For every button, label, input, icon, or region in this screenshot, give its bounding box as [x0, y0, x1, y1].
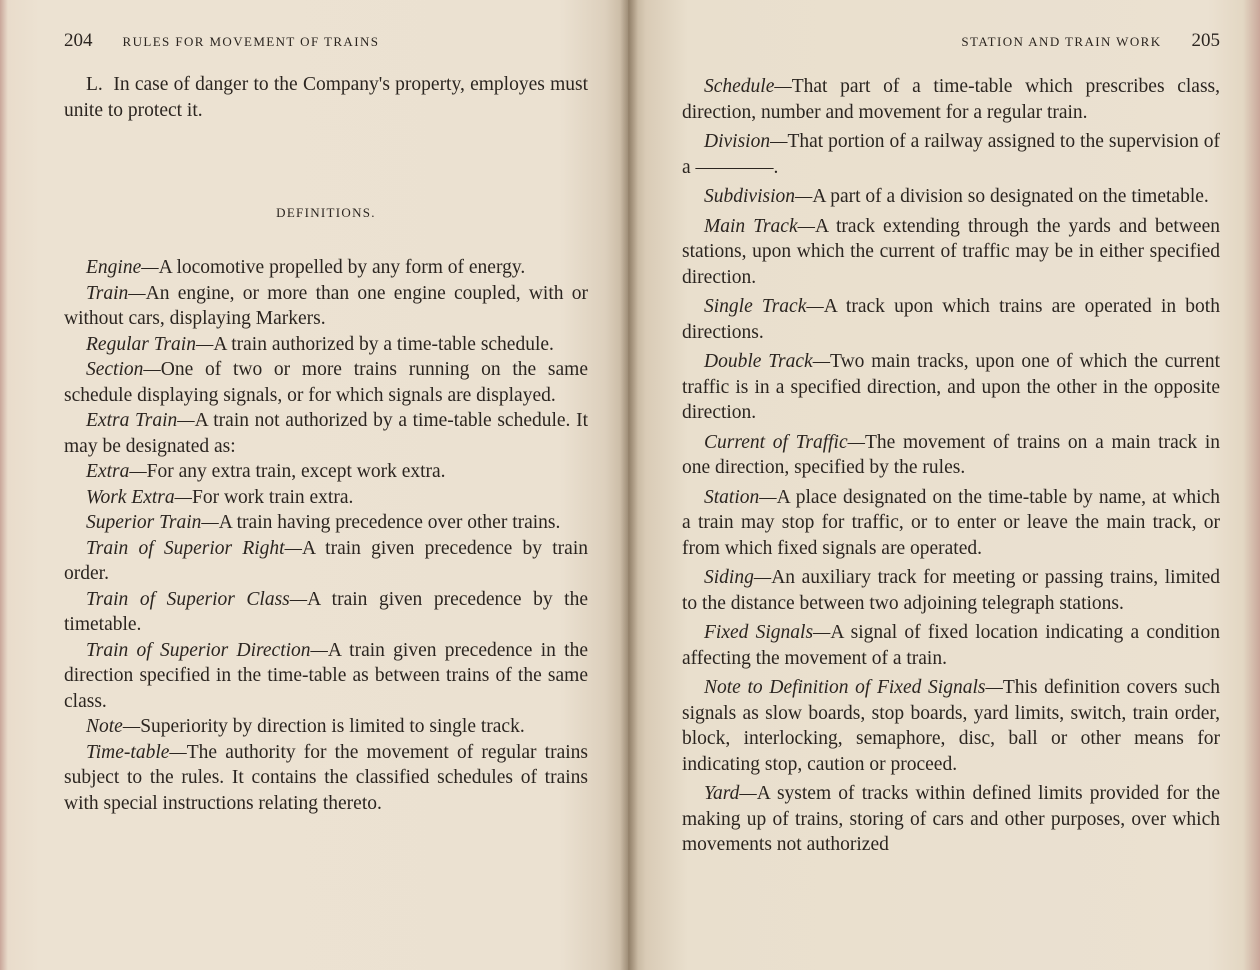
definition-text: A part of a division so designated on the timetable. [812, 186, 1209, 207]
definition-dash: — [141, 257, 159, 278]
definition-entry [64, 485, 588, 511]
definition-text: A signal of fixed location indicating a condition affecting the movement of a train. [682, 622, 1220, 669]
definition-text: A train given precedence in the direction specified in the time-table as between trains of the same class. [64, 639, 588, 712]
definition-dash: — [195, 333, 214, 355]
definition-dash: — [774, 76, 792, 97]
definition-entry [682, 565, 1220, 616]
definition-entry [682, 349, 1220, 426]
definition-dash: — [739, 783, 757, 804]
definition-term: Station [704, 486, 760, 508]
definition-entry [682, 184, 1220, 210]
definition-dash: — [174, 486, 192, 508]
right-page-number: 205 [1191, 30, 1220, 51]
definition-text: This definition covers such signals as slow boards, stop boards, yard limits, switch, train order, block, interlocking, semaphore, disc, ball or other means for indicating stop, caution or proceed. [682, 677, 1221, 775]
definition-entry [64, 510, 588, 536]
definition-text: One of two or more trains running on the same schedule displaying signals, or for which signals are displayed. [64, 359, 588, 406]
definition-text: A train not authorized by a time-table schedule. It may be designated as: [64, 410, 588, 457]
definition-term: Work Extra [86, 486, 175, 508]
definition-text: That portion of a railway assigned to the supervision of a ————. [682, 131, 1220, 178]
definition-text: A locomotive propelled by any form of energy. [158, 257, 526, 278]
definition-text: For work train extra. [192, 486, 354, 508]
definition-term: Current of Traffic [704, 431, 848, 453]
definition-dash: — [143, 359, 161, 380]
definition-entry [682, 620, 1220, 671]
definition-dash: — [797, 215, 815, 237]
definition-entry [64, 536, 588, 587]
right-page [628, 0, 1260, 970]
definition-entry [682, 129, 1220, 180]
definition-dash: — [795, 186, 813, 207]
definition-term: Train [86, 282, 129, 304]
left-running-head [64, 30, 588, 58]
definition-dash: — [289, 588, 308, 610]
definition-text: For any extra train, except work extra. [146, 461, 446, 482]
definition-text: A track extending through the yards and between stations, upon which the current of traffic may be in either specified direction. [682, 215, 1220, 288]
right-running-head [682, 30, 1220, 58]
definition-term: Train of Superior Right [86, 537, 285, 559]
right-running-title: STATION AND TRAIN WORK [961, 34, 1162, 49]
definition-text: A train given precedence by train order. [64, 537, 588, 584]
definition-term: Regular Train [86, 333, 196, 355]
definition-term: Note [86, 716, 123, 737]
definition-dash: — [129, 461, 147, 482]
definition-term: Schedule [704, 76, 775, 97]
definition-term: Extra Train [86, 410, 178, 431]
definition-entry [682, 675, 1220, 777]
definition-term: Fixed Signals [704, 622, 814, 643]
definition-dash: — [847, 431, 865, 453]
definition-entry [64, 714, 588, 740]
left-page-number: 204 [64, 30, 93, 51]
definition-text: A train having precedence over other trains. [218, 512, 561, 533]
definition-dash: — [806, 296, 824, 317]
rule-label: L. [86, 74, 103, 95]
definition-dash: — [128, 282, 146, 304]
definition-term: Double Track [704, 351, 813, 372]
definition-entry [64, 408, 588, 459]
definition-entry [682, 214, 1220, 291]
definition-dash: — [985, 677, 1003, 698]
book-gutter [620, 0, 638, 970]
definition-dash: — [813, 622, 831, 643]
definition-text: An engine, or more than one engine coupled, with or without cars, displaying Markers. [64, 282, 588, 329]
rule-text: In case of danger to the Company's property, employes must unite to protect it. [64, 74, 589, 121]
definition-entry [682, 781, 1220, 858]
definition-text: A system of tracks within defined limits provided for the making up of trains, storing of cars and other purposes, over which movements not authorized [682, 783, 1220, 855]
left-definitions-list [64, 255, 588, 816]
definition-entry [64, 255, 588, 281]
definition-entry [64, 587, 588, 638]
definition-text: The movement of trains on a main track in one direction, specified by the rules. [682, 431, 1220, 478]
definition-entry [682, 430, 1220, 481]
definition-term: Siding [704, 567, 754, 588]
definition-term: Train of Superior Direction [86, 639, 311, 661]
definition-term: Yard [704, 783, 740, 804]
definition-term: Main Track [704, 215, 798, 237]
definition-entry [64, 638, 588, 715]
definition-term: Subdivision [704, 186, 795, 207]
definition-text: A train authorized by a time-table schedule. [213, 333, 554, 355]
definition-entry [64, 357, 588, 408]
definition-text: A place designated on the time-table by name, at which a train may stop for traffic, or to enter or leave the main track, or from which fixed signals are operated. [682, 486, 1220, 559]
definition-term: Time-table [86, 741, 170, 763]
definition-text: A track upon which trains are operated in both directions. [682, 296, 1220, 343]
definition-text: That part of a time-table which prescribes class, direction, number and movement for a regular train. [682, 76, 1220, 123]
definition-term: Division [704, 131, 771, 152]
definition-dash: — [122, 716, 141, 737]
rule-l [64, 72, 588, 123]
definition-dash: — [812, 351, 831, 372]
definitions-title: DEFINITIONS. [276, 205, 376, 220]
definition-text: A train given precedence by the timetable. [64, 588, 588, 635]
definition-text: The authority for the movement of regular trains subject to the rules. It contains the classified schedules of trains with special instructions relating thereto. [64, 741, 588, 814]
definition-text: Superiority by direction is limited to single track. [140, 716, 525, 737]
definition-term: Note to Definition of Fixed Signals [704, 677, 986, 698]
definition-term: Extra [86, 461, 130, 482]
definition-entry [64, 332, 588, 358]
definition-dash: — [177, 410, 195, 431]
definition-dash: — [770, 131, 788, 152]
definition-dash: — [753, 567, 772, 588]
definition-term: Single Track [704, 296, 807, 317]
definition-dash: — [284, 537, 302, 559]
definition-text: Two main tracks, upon one of which the current traffic is in a specified direction, and upon the other in the opposite direction. [682, 351, 1220, 423]
definition-entry [64, 459, 588, 485]
definition-entry [64, 281, 588, 332]
definition-entry [682, 485, 1220, 562]
definition-term: Superior Train [86, 512, 202, 533]
definition-dash: — [201, 512, 219, 533]
definition-entry [682, 294, 1220, 345]
definition-term: Engine [86, 257, 142, 278]
definition-entry [64, 740, 588, 817]
definition-dash: — [310, 639, 328, 661]
definition-term: Train of Superior Class [86, 588, 290, 610]
definition-entry [682, 74, 1220, 125]
left-page [0, 0, 628, 970]
definition-text: An auxiliary track for meeting or passing trains, limited to the distance between two adjoining telegraph stations. [682, 567, 1220, 614]
left-running-title: RULES FOR MOVEMENT OF TRAINS [122, 34, 380, 49]
definition-dash: — [169, 741, 187, 763]
definition-dash: — [759, 486, 777, 508]
definition-term: Section [86, 359, 144, 380]
right-definitions-list [682, 74, 1220, 858]
